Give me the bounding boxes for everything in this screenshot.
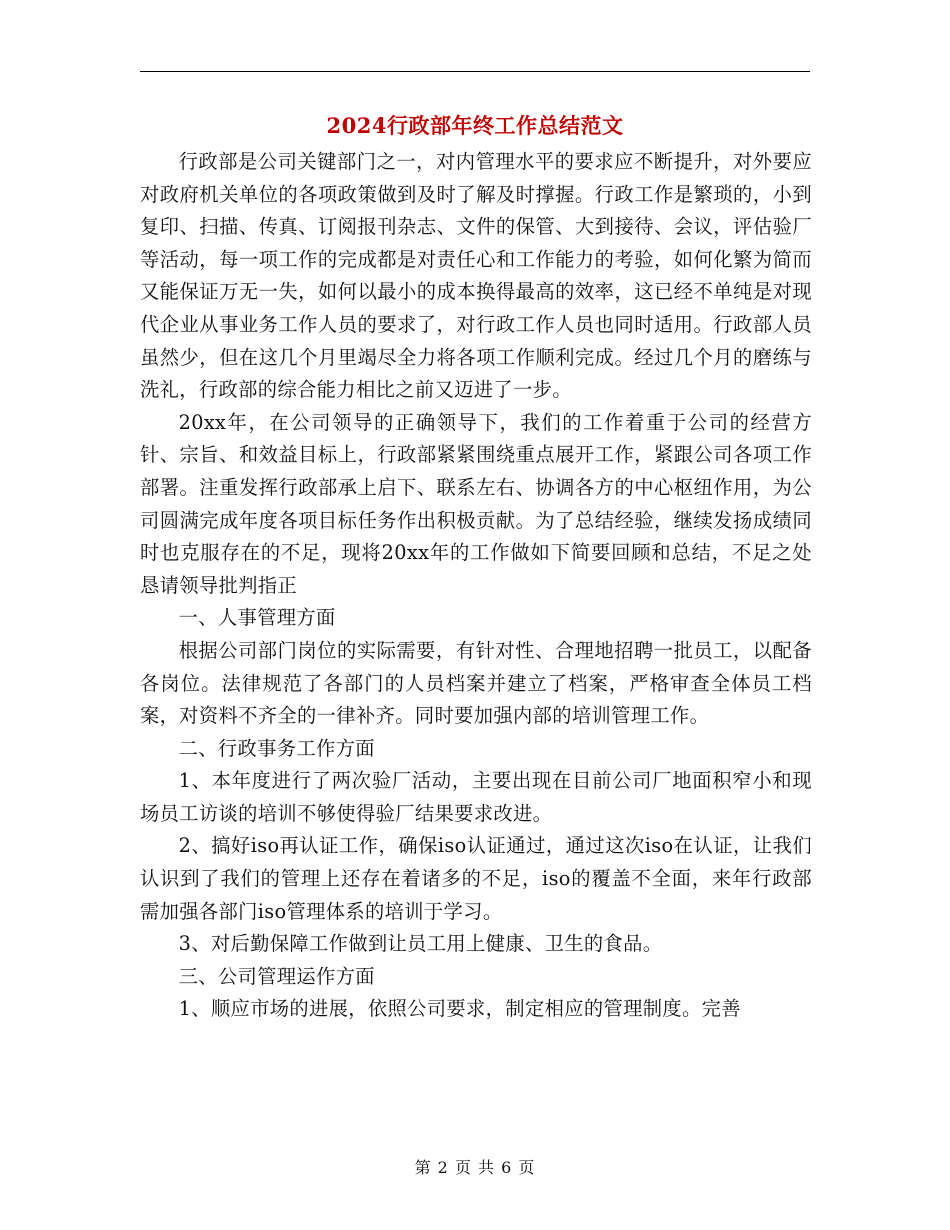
section-heading-operations: 三、公司管理运作方面 [178,964,375,988]
paragraph-intro: 行政部是公司关键部门之一，对内管理水平的要求应不断提升，对外要应对政府机关单位的各项政策做到及时了解及时撑握。行政工作是繁琐的，小到复印、扫描、传真、订阅报刊杂志、文件的保管、大到接待、会议，评估验厂等活动，每一项工作的完成都是对责任心和工作能力的考验，如何化繁为简而又能保证万无一失，如何以最小的成本换得最高的效率，这已经不单纯是对现代企业从事业务工作人员的要求了，对行政工作人员也同时适用。行政部人员虽然少，但在这几个月里竭尽全力将各项工作顺利完成。经过几个月的磨练与洗礼，行政部的综合能力相比之前又迈进了一步。 [140,150,812,402]
paragraph-operations-item-1: 1、顺应市场的进展，依照公司要求，制定相应的管理制度。完善 [178,997,741,1021]
paragraph-admin-item-2: 2、搞好iso再认证工作，确保iso认证通过，通过这次iso在认证，让我们认识到了我们的管理上还存在着诸多的不足，iso的覆盖不全面，来年行政部需加强各部门iso管理体系的培训于学习。 [140,834,812,923]
document-body [140,146,812,1026]
page-number-footer: 第 2 页 共 6 页 [414,1158,536,1177]
section-heading-admin-affairs: 二、行政事务工作方面 [178,736,375,760]
section-heading-personnel: 一、人事管理方面 [178,606,336,630]
header-rule [140,71,810,72]
paragraph-overview: 20xx年，在公司领导的正确领导下，我们的工作着重于公司的经营方针、宗旨、和效益目标上，行政部紧紧围绕重点展开工作，紧跟公司各项工作部署。注重发挥行政部承上启下、联系左右、协调各方的中心枢纽作用，为公司圆满完成年度各项目标任务作出积极贡献。为了总结经验，继续发扬成绩同时也克服存在的不足，现将20xx年的工作做如下简要回顾和总结，不足之处恳请领导批判指正 [140,410,812,597]
paragraph-personnel: 根据公司部门岗位的实际需要，有针对性、合理地招聘一批员工，以配备各岗位。法律规范了各部门的人员档案并建立了档案，严格审查全体员工档案，对资料不齐全的一律补齐。同时要加强内部的培训管理工作。 [140,638,812,728]
document-title: 2024行政部年终工作总结范文 [326,113,624,138]
paragraph-admin-item-1: 1、本年度进行了两次验厂活动，主要出现在目前公司厂地面积窄小和现场员工访谈的培训不够使得验厂结果要求改进。 [140,769,812,825]
paragraph-admin-item-3: 3、对后勤保障工作做到让员工用上健康、卫生的食品。 [178,932,663,956]
